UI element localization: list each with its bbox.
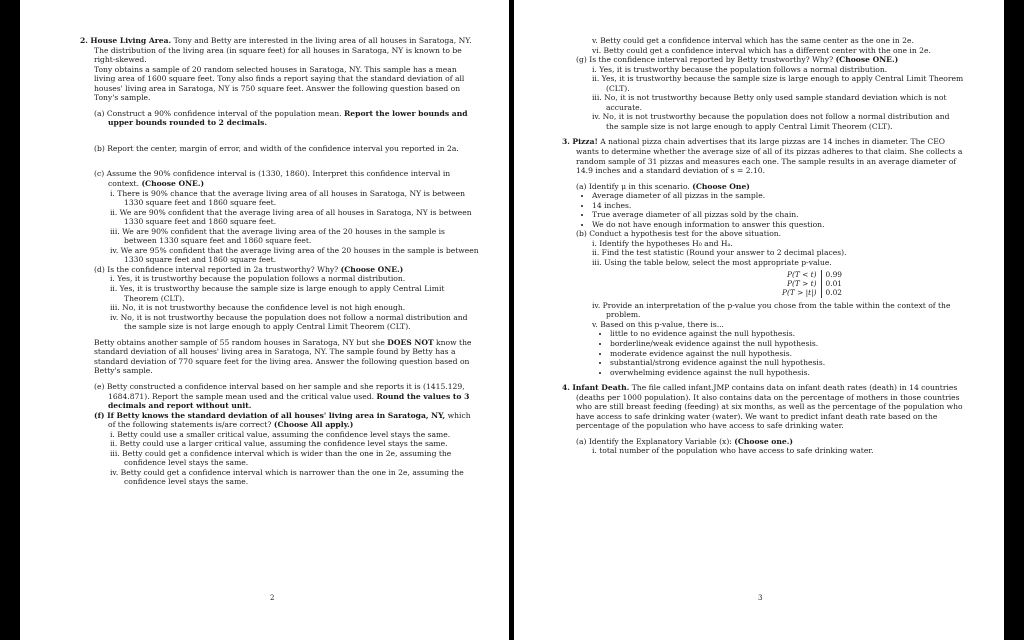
list-item: • True average diameter of all pizzas sold by the chain.: [592, 210, 964, 220]
q2-intro-tony: Tony obtains a sample of 20 random selected houses in Saratoga, NY. This sample has a mean living area of 1600 square feet. Tony also finds a report saying that the standard deviation of all houses' living area in Saratoga, NY is 750 square feet. Answer the following question based on Tony's sample.: [94, 64, 465, 103]
table-cell: 0.02: [825, 288, 842, 298]
q3b-item: v. Based on this p-value, there is...: [592, 319, 724, 329]
q4-intro-text: The file called infant.JMP contains data on infant death rates (death) in 14 countries (deaths per 1000 population). It also contains data on the percentage of mothers in those countries who are still breast feeding (feeding) at six months, as well as the percentage of the population who have access to safe drinking water (water). We want to predict infant death rate based on the percentage of the population who have access to safe drinking water.: [576, 383, 963, 431]
q2e-text: (e) Betty constructed a confidence interval based on her sample and she reports it is (1415.129, 1684.871). Report the sample mean used and the critical value used.: [94, 381, 465, 401]
q2e: [80, 382, 480, 411]
q4-title: Infant Death.: [572, 383, 630, 393]
betty-bold: DOES NOT: [387, 337, 434, 347]
q2g-option: ii. Yes, it is trustworthy because the sample size is large enough to apply Central Limit Theorem (CLT).: [592, 74, 964, 93]
left-page: [20, 0, 509, 640]
q2c: [80, 169, 480, 188]
q3a-options: [562, 191, 964, 229]
q2f-option: i. Betty could use a smaller critical value, assuming the confidence level stays the same.: [110, 429, 451, 439]
q2d-text: (d) Is the confidence interval reported in 2a trustworthy? Why?: [94, 264, 339, 274]
q2e-bold: Round the values to 3 decimals and report without unit.: [108, 391, 470, 411]
table-row: [778, 270, 846, 279]
q2f-option: iii. Betty could get a confidence interval which is wider than the one in 2e, assuming the confidence level stays the same.: [110, 448, 452, 468]
q2g: [562, 55, 964, 65]
betty-text-1: Betty obtains another sample of 55 random houses in Saratoga, NY but she: [94, 337, 385, 347]
q2c-option: i. There is 90% chance that the average living area of all houses in Saratoga, NY is between 1330 square feet and 1860 square feet.: [110, 188, 466, 208]
q2g-option: i. Yes, it is trustworthy because the population follows a normal distribution.: [592, 64, 888, 74]
pvalue-table: [778, 270, 846, 298]
q2f-bold: (f) If Betty knows the standard deviation of all houses' living area in Saratoga, NY,: [94, 410, 446, 420]
q3-intro: [562, 137, 964, 175]
list-item: • borderline/weak evidence against the null hypothesis.: [610, 339, 964, 349]
table-cell: 0.99: [825, 269, 842, 279]
q2-title: House Living Area.: [90, 36, 172, 45]
q2c-option: iii. We are 90% confident that the average living area of the 20 houses in the sample is between 1330 square feet and 1860 square feet.: [110, 226, 445, 246]
list-item: • moderate evidence against the null hypothesis.: [610, 349, 964, 359]
q2f-bold2: (Choose All apply.): [273, 420, 354, 430]
q2d-option: ii. Yes, it is trustworthy because the sample size is large enough to apply Central Limit Theorem (CLT).: [110, 284, 445, 303]
table-cell: P(T < t): [778, 270, 821, 279]
q2g-option: iv. No, it is not trustworthy because the population does not follow a normal distribution and the sample size is not large enough to apply Central Limit Theorem (CLT).: [592, 112, 950, 131]
table-row: [778, 288, 846, 297]
q4a-bold: (Choose one.): [734, 436, 793, 446]
q4a-option: i. total number of the population who have access to safe drinking water.: [592, 446, 874, 456]
left-page-content: [80, 36, 480, 487]
list-item: • We do not have enough information to answer this question.: [592, 220, 964, 230]
list-item: • overwhelming evidence against the null hypothesis.: [610, 368, 964, 378]
q3b: (b) Conduct a hypothesis test for the above situation.: [576, 229, 782, 239]
q3-intro-text: A national pizza chain advertises that its large pizzas are 14 inches in diameter. The CEO wants to determine whether the average size of all of its pizzas adheres to that claim. She collects a random sample of 31 pizzas and measures each one. The sample results in an average diameter of 14.9 inches and a standard deviation of s = 2.10.: [576, 137, 963, 176]
q3-title: Pizza!: [572, 137, 598, 147]
table-cell: 0.01: [825, 278, 842, 288]
q3b-item: iv. Provide an interpretation of the p-value you chose from the table within the context of the problem.: [592, 300, 951, 320]
q2g-bold: (Choose ONE.): [835, 55, 899, 65]
q2f: [80, 411, 480, 430]
q2d-option: iv. No, it is not trustworthy because the population does not follow a normal distribution and the sample size is not large enough to apply Central Limit Theorem (CLT).: [110, 312, 468, 332]
q3b-item: iii. Using the table below, select the most appropriate p-value.: [592, 258, 832, 268]
betty-text-2: know the standard deviation of all houses' living area in Saratoga, NY. The sample found by Betty has a standard deviation of 770 square feet for the living area. Answer the following question based on Betty's sample.: [94, 337, 472, 376]
q2g-option: iii. No, it is not trustworthy because Betty only used sample standard deviation which is not accurate.: [592, 93, 947, 112]
table-cell: P(T > t): [778, 279, 821, 288]
q2a: [80, 109, 480, 128]
q3b-item: ii. Find the test statistic (Round your answer to 2 decimal places).: [592, 248, 847, 258]
page-number: 2: [270, 594, 275, 602]
q3b-item: i. Identify the hypotheses H₀ and Hₐ.: [592, 238, 733, 248]
q3a-text: (a) Identify μ in this scenario.: [576, 181, 690, 191]
q2c-bold: (Choose ONE.): [141, 179, 205, 189]
list-item: • substantial/strong evidence against the null hypothesis.: [610, 358, 964, 368]
table-cell: P(T > |t|): [778, 288, 821, 297]
q2a-text: (a) Construct a 90% confidence interval of the population mean.: [94, 108, 342, 118]
q3-number: 3.: [562, 137, 570, 147]
list-item: • little to no evidence against the null hypothesis.: [610, 329, 964, 339]
right-page: [514, 0, 1004, 640]
q2c-option: ii. We are 90% confident that the average living area of all houses in Saratoga, NY is between 1330 square feet and 1860 square feet.: [110, 207, 472, 227]
q2a-bold: Report the lower bounds and upper bounds rounded to 2 decimals.: [108, 108, 468, 128]
q2f-option: iv. Betty could get a confidence interval which is narrower than the one in 2e, assuming the confidence level stays the same.: [110, 467, 464, 487]
table-row: [778, 279, 846, 288]
q2c-text: (c) Assume the 90% confidence interval is (1330, 1860). Interpret this confidence interval in context.: [94, 169, 451, 189]
q2g-text: (g) Is the confidence interval reported by Betty trustworthy? Why?: [576, 55, 834, 65]
q2d: [80, 265, 480, 275]
q2b: (b) Report the center, margin of error, and width of the confidence interval you reported in 2a.: [94, 143, 459, 153]
q2f-text: which of the following statements is/are correct?: [108, 410, 471, 430]
q3a: [562, 182, 964, 192]
q2-intro-text: Tony and Betty are interested in the living area of all houses in Saratoga, NY. The distribution of the living area (in square feet) for all houses in Saratoga, NY is known to be right-skewed.: [94, 36, 472, 65]
q2f-option: v. Betty could get a confidence interval which has the same center as the one in 2e.: [592, 36, 914, 45]
page-number: 3: [758, 594, 763, 602]
q2c-option: iv. We are 95% confident that the average living area of the 20 houses in the sample is between 1330 square feet and 1860 square feet.: [110, 245, 479, 265]
q2d-option: iii. No, it is not trustworthy because the confidence level is not high enough.: [110, 303, 406, 313]
betty-intro: [80, 338, 480, 376]
evidence-options: [562, 329, 964, 377]
q3a-bold: (Choose One): [692, 181, 750, 191]
q2d-option: i. Yes, it is trustworthy because the population follows a normal distribution.: [110, 274, 406, 284]
q2f-option: ii. Betty could use a larger critical value, assuming the confidence level stays the same.: [110, 439, 448, 449]
q2-number: 2.: [80, 36, 88, 45]
q4-number: 4.: [562, 383, 570, 393]
q2f-option: vi. Betty could get a confidence interval which has a different center with the one in 2e.: [592, 45, 931, 55]
q2-intro: [80, 36, 480, 65]
q2d-bold: (Choose ONE.): [340, 264, 404, 274]
right-page-content: [562, 36, 964, 456]
q4a-text: (a) Identify the Explanatory Variable (x):: [576, 436, 732, 446]
list-item: • 14 inches.: [592, 201, 964, 211]
q4-intro: [562, 383, 964, 431]
q4a: [562, 437, 964, 447]
list-item: • Average diameter of all pizzas in the sample.: [592, 191, 964, 201]
